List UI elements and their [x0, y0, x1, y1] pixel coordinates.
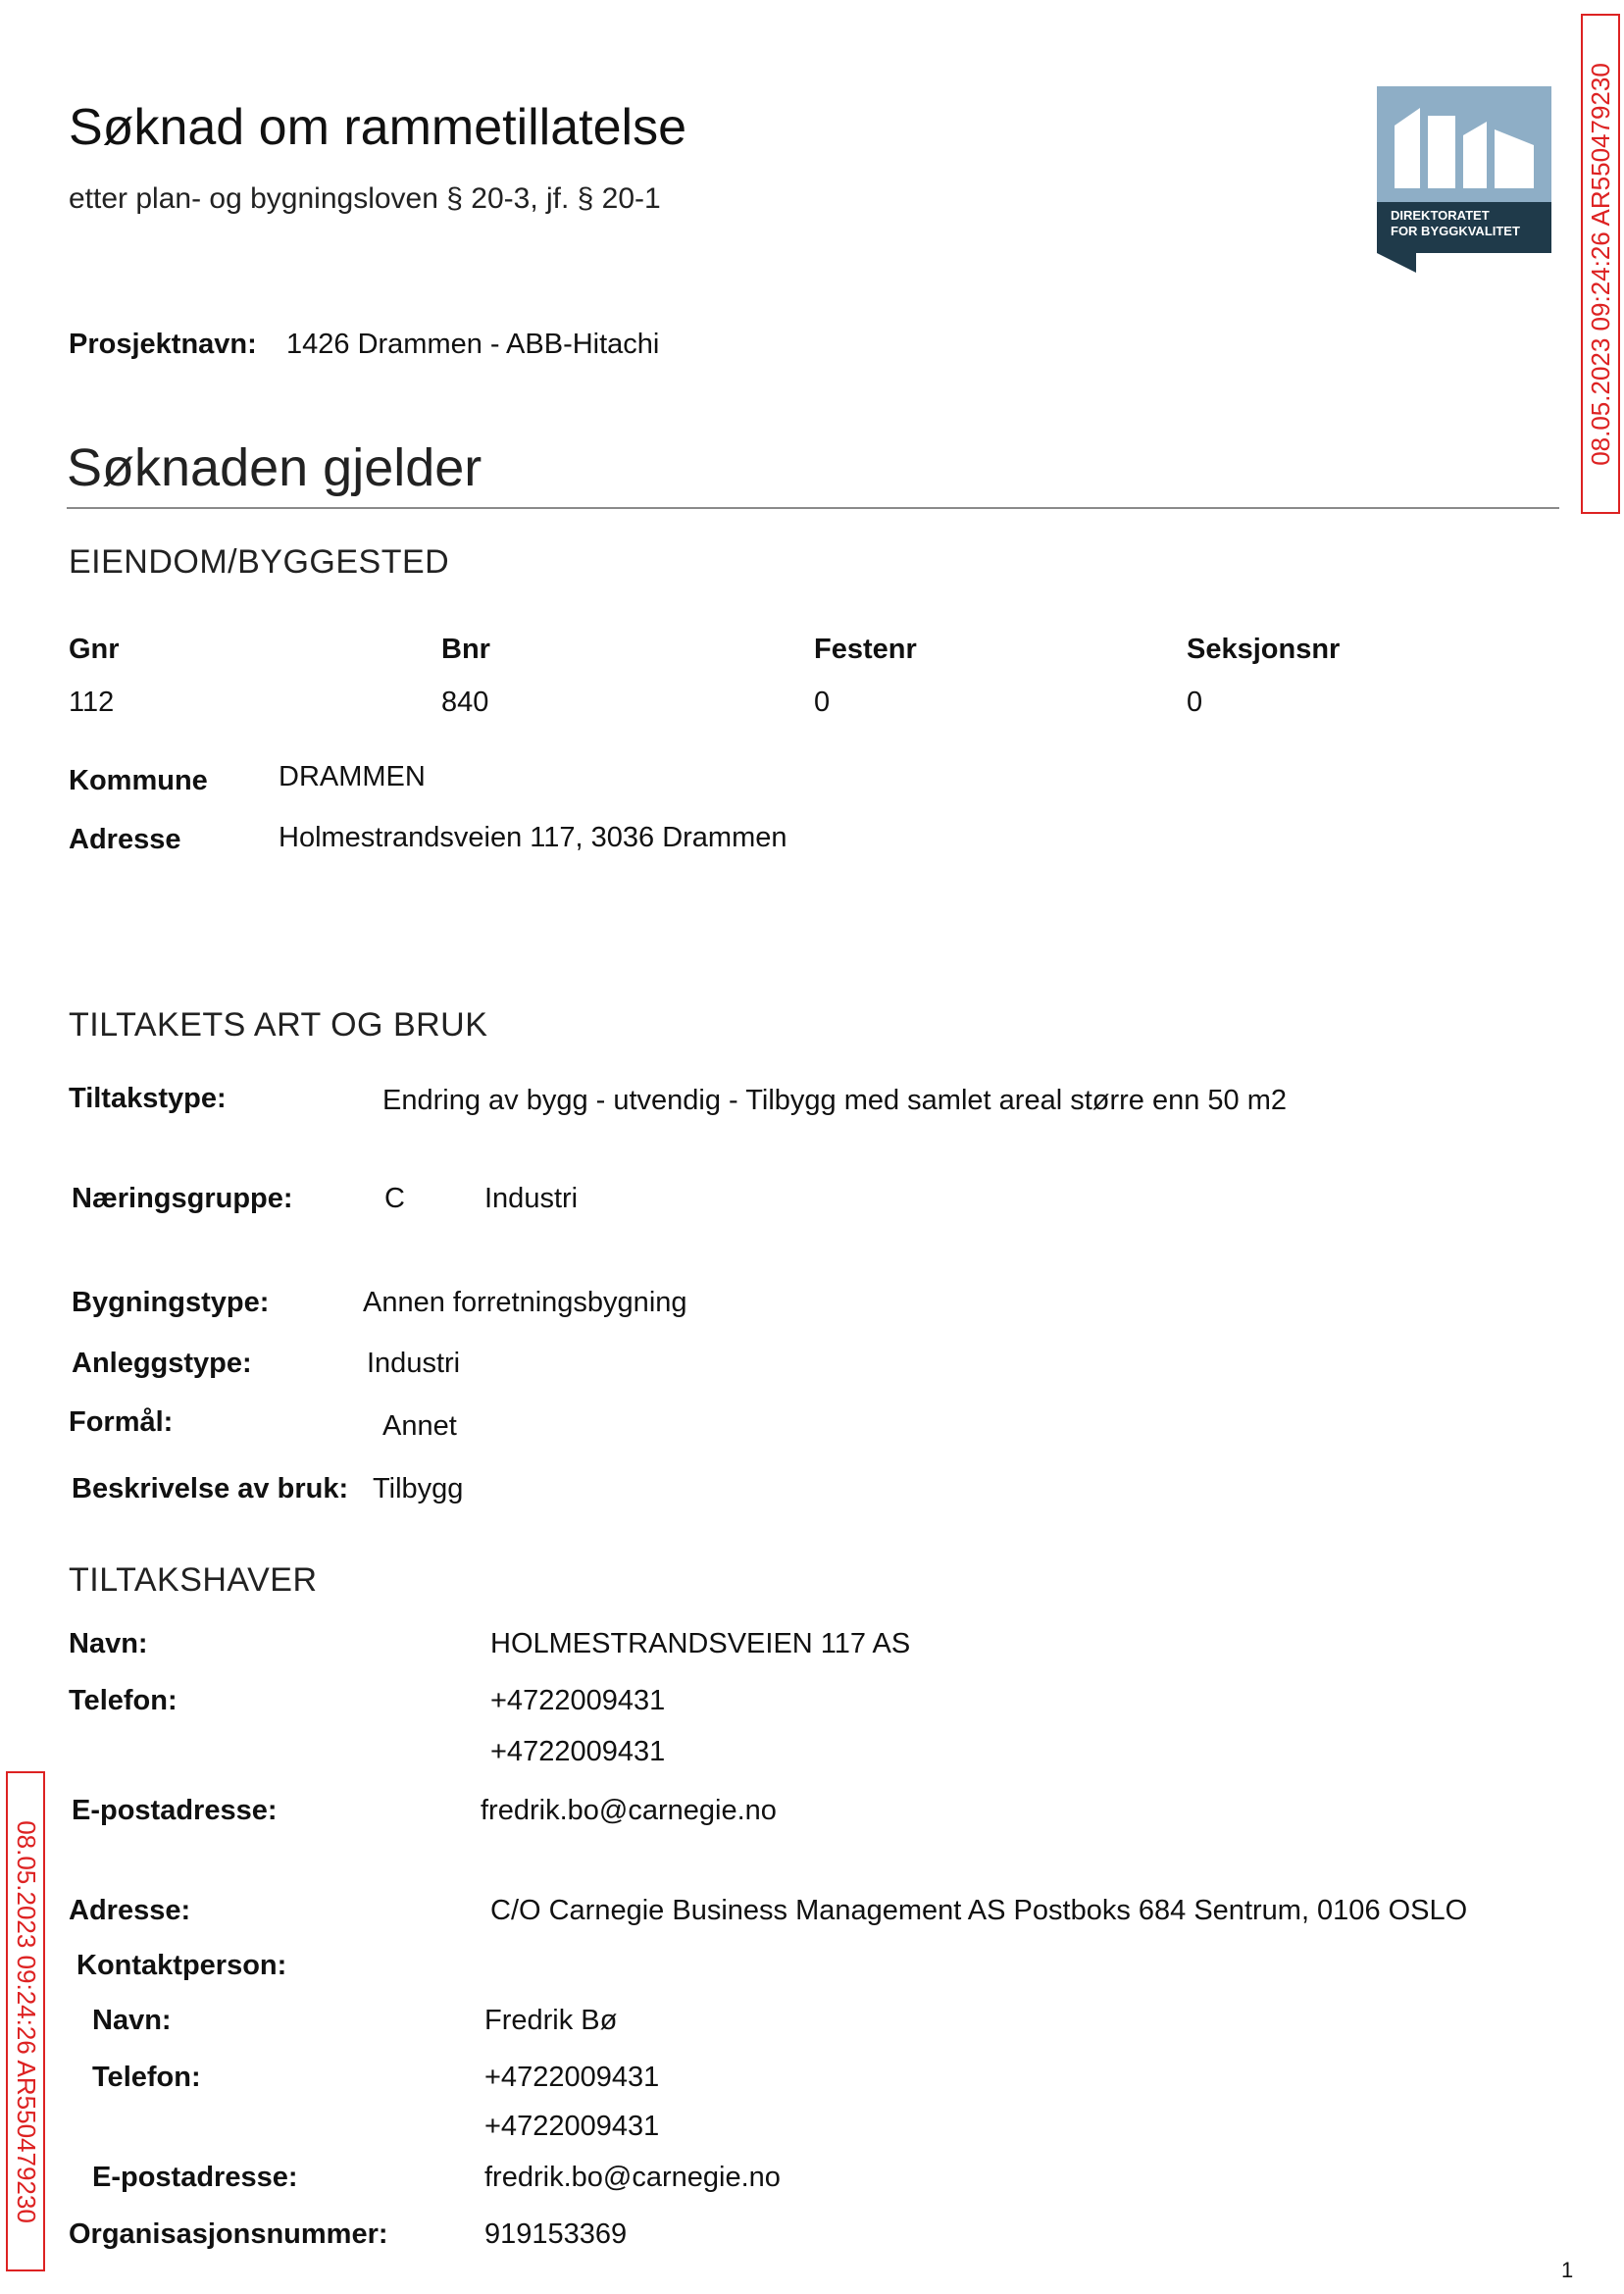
- gnr-value: 112: [69, 687, 115, 718]
- bnr-value: 840: [441, 687, 489, 718]
- document-subtitle: etter plan- og bygningsloven § 20-3, jf. § 20-1: [69, 182, 661, 215]
- kontakt-navn-label: Navn:: [92, 2005, 172, 2036]
- logo-line-2: FOR BYGGKVALITET: [1391, 224, 1520, 238]
- naeringsgruppe-label: Næringsgruppe:: [72, 1183, 293, 1214]
- logo-text-band: [1377, 202, 1551, 253]
- bygningstype-label: Bygningstype:: [72, 1287, 270, 1318]
- logo-line-1: DIREKTORATET: [1391, 208, 1490, 223]
- tiltakstype-label: Tiltakstype:: [69, 1083, 227, 1114]
- kommune-label: Kommune: [69, 765, 208, 796]
- document-title: Søknad om rammetillatelse: [69, 99, 686, 156]
- page-number: 1: [1561, 2258, 1574, 2282]
- kontakt-epost-label: E-postadresse:: [92, 2162, 298, 2193]
- tiltakshaver-navn-label: Navn:: [69, 1628, 148, 1659]
- beskrivelse-value: Tilbygg: [373, 1473, 464, 1504]
- bygningstype-value: Annen forretningsbygning: [363, 1287, 687, 1318]
- tiltakshaver-adresse-value: C/O Carnegie Business Management AS Postboks 684 Sentrum, 0106 OSLO: [490, 1895, 1468, 1926]
- kontakt-telefon-2: +4722009431: [484, 2111, 660, 2142]
- project-label: Prosjektnavn:: [69, 329, 257, 360]
- tiltakshaver-telefon-1: +4722009431: [490, 1685, 666, 1716]
- anleggstype-value: Industri: [367, 1348, 461, 1379]
- kontakt-telefon-1: +4722009431: [484, 2062, 660, 2093]
- orgnr-label: Organisasjonsnummer:: [69, 2218, 388, 2250]
- naeringsgruppe-code: C: [384, 1183, 405, 1214]
- beskrivelse-label: Beskrivelse av bruk:: [72, 1473, 349, 1504]
- seksjonsnr-label: Seksjonsnr: [1187, 634, 1341, 665]
- tiltakshaver-heading: TILTAKSHAVER: [69, 1561, 318, 1599]
- naeringsgruppe-value: Industri: [484, 1183, 579, 1214]
- kontakt-telefon-label: Telefon:: [92, 2062, 201, 2093]
- adresse-value: Holmestrandsveien 117, 3036 Drammen: [279, 822, 787, 853]
- formal-label: Formål:: [69, 1406, 174, 1438]
- dibk-logo: [1377, 86, 1551, 273]
- festenr-value: 0: [814, 687, 831, 718]
- project-name: 1426 Drammen - ABB-Hitachi: [286, 329, 660, 360]
- tiltakshaver-navn-value: HOLMESTRANDSVEIEN 117 AS: [490, 1628, 911, 1659]
- tiltakshaver-epost-value: fredrik.bo@carnegie.no: [481, 1795, 777, 1826]
- tiltak-heading: TILTAKETS ART OG BRUK: [69, 1006, 488, 1044]
- logo-ribbon-icon: [1377, 253, 1416, 273]
- orgnr-value: 919153369: [484, 2218, 628, 2250]
- bnr-label: Bnr: [441, 634, 490, 665]
- tiltakshaver-epost-label: E-postadresse:: [72, 1795, 278, 1826]
- tiltakstype-value: Endring av bygg - utvendig - Tilbygg med samlet areal større enn 50 m2: [382, 1085, 1288, 1116]
- tiltakshaver-telefon-2: +4722009431: [490, 1736, 666, 1767]
- anleggstype-label: Anleggstype:: [72, 1348, 252, 1379]
- received-stamp-top: 08.05.2023 09:24:26 AR550479230: [1581, 14, 1620, 514]
- seksjonsnr-value: 0: [1187, 687, 1203, 718]
- kontakt-epost-value: fredrik.bo@carnegie.no: [484, 2162, 781, 2193]
- received-stamp-left: 08.05.2023 09:24:26 AR550479230: [6, 1771, 45, 2271]
- adresse-label: Adresse: [69, 824, 181, 855]
- festenr-label: Festenr: [814, 634, 917, 665]
- kontakt-navn-value: Fredrik Bø: [484, 2005, 618, 2036]
- formal-value: Annet: [382, 1410, 457, 1442]
- eiendom-heading: EIENDOM/BYGGESTED: [69, 543, 450, 581]
- tiltakshaver-telefon-label: Telefon:: [69, 1685, 178, 1716]
- kontaktperson-label: Kontaktperson:: [76, 1950, 287, 1981]
- gnr-label: Gnr: [69, 634, 120, 665]
- section-title: Søknaden gjelder: [67, 438, 482, 497]
- logo-building-icon: [1377, 86, 1551, 202]
- tiltakshaver-adresse-label: Adresse:: [69, 1895, 191, 1926]
- kommune-value: DRAMMEN: [279, 761, 426, 792]
- section-divider: [67, 507, 1559, 509]
